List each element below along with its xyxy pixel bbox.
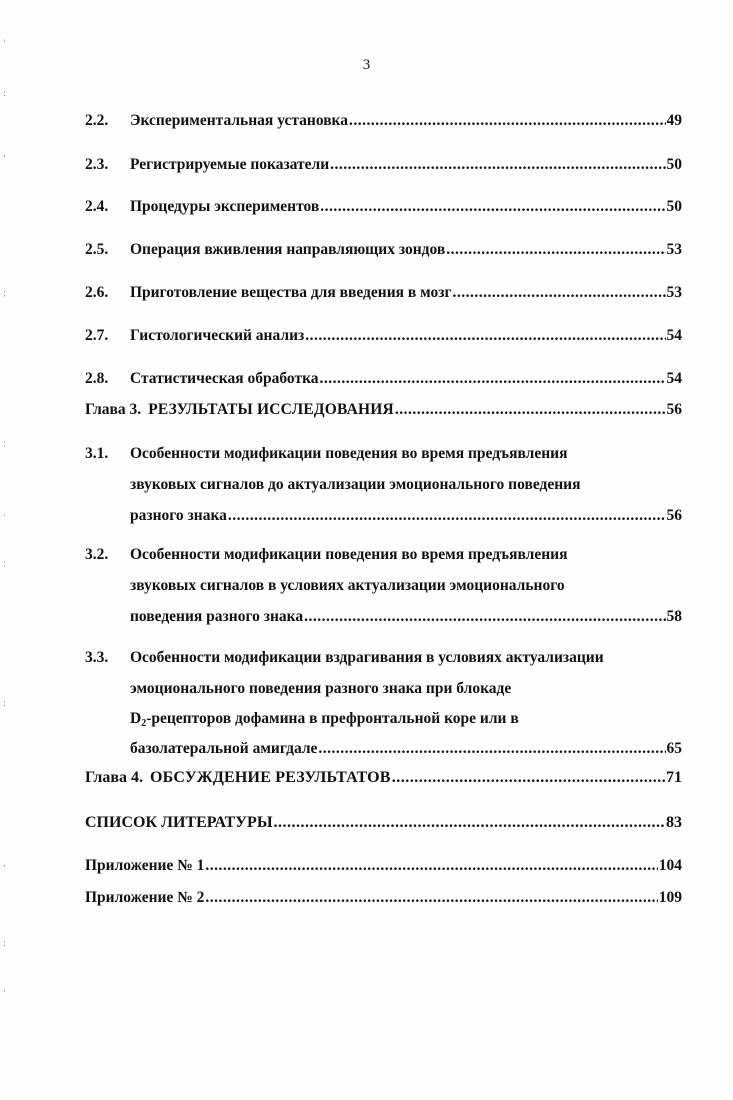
toc-entry-2-8[interactable]: [85, 369, 682, 388]
scan-mark: :: [3, 939, 7, 949]
toc-entry-2-5[interactable]: [85, 240, 682, 259]
dot-leader: [228, 506, 666, 525]
page-number: 3: [362, 57, 371, 73]
dot-leader: [320, 197, 665, 216]
toc-entry-title: Операция вживления направляющих зондов: [130, 241, 446, 258]
toc-entry-page: 65: [666, 740, 682, 757]
scan-mark: :: [3, 439, 7, 449]
toc-entry-title: Гистологический анализ: [130, 327, 305, 344]
toc-entry-title-line: эмоционального поведения разного знака при блокаде: [130, 680, 512, 697]
dot-leader: [274, 813, 665, 832]
dot-leader: [205, 888, 657, 907]
dot-leader: [320, 369, 666, 388]
toc-entry-title: РЕЗУЛЬТАТЫ ИССЛЕДОВАНИЯ: [148, 401, 394, 418]
toc-entry-3-1[interactable]: [85, 444, 682, 524]
d2-subscript: 2: [141, 718, 147, 729]
toc-entry-title: Приложение № 2: [85, 889, 205, 906]
toc-entry-title: ОБСУЖДЕНИЕ РЕЗУЛЬТАТОВ: [150, 769, 391, 786]
toc-entry-title: Процедуры экспериментов: [130, 198, 320, 215]
scan-mark: ,: [3, 859, 6, 869]
toc-entry-page: 58: [666, 608, 682, 625]
toc-entry-title: Приложение № 1: [85, 857, 205, 874]
toc-entry-2-3[interactable]: [85, 155, 682, 174]
toc-entry-page: 56: [666, 401, 682, 418]
toc-entry-page: 104: [658, 857, 682, 874]
dot-leader: [395, 400, 666, 419]
scan-mark: .: [3, 509, 6, 519]
dot-leader: [205, 856, 657, 875]
toc-entry-3-3[interactable]: [85, 648, 682, 757]
scan-mark: :: [3, 559, 7, 569]
dot-leader: [453, 283, 666, 302]
toc-entry-page: 53: [666, 284, 682, 301]
toc-entry-page: 56: [666, 507, 682, 524]
toc-entry-page: 49: [666, 112, 682, 129]
toc-entry-chapter-4[interactable]: [85, 768, 682, 787]
toc-entry-title-line: поведения разного знака: [130, 608, 304, 625]
toc-entry-page: 83: [666, 814, 682, 831]
dot-leader: [349, 111, 665, 130]
toc-entry-number: 2.4.: [85, 198, 109, 215]
toc-entry-page: 54: [666, 327, 682, 344]
toc-entry-title-line: звуковых сигналов в условиях актуализации эмоционального: [130, 577, 565, 594]
dot-leader: [446, 240, 665, 259]
toc-entry-3-2[interactable]: [85, 545, 682, 625]
d2-prefix: D: [130, 710, 142, 727]
dot-leader: [318, 739, 665, 758]
toc-entry-number: 2.3.: [85, 156, 109, 173]
toc-entry-number: 2.6.: [85, 284, 109, 301]
toc-entry-title: Статистическая обработка: [130, 370, 319, 387]
toc-entry-appendix-2[interactable]: [85, 888, 682, 907]
toc-entry-references[interactable]: [85, 813, 682, 832]
toc-entry-number: 3.1.: [85, 445, 109, 462]
toc-entry-2-7[interactable]: [85, 326, 682, 345]
toc-entry-title: Приготовление вещества для введения в мозг: [130, 284, 452, 301]
toc-entry-page: 53: [666, 241, 682, 258]
scan-mark: ,: [3, 149, 6, 159]
toc-entry-number: Глава 4.: [85, 769, 143, 786]
toc-entry-title-line: Особенности модификации поведения во время предъявления: [130, 546, 568, 563]
toc-entry-title-line: $D_2$-рецепторов дофамина в префронтальной коре или в: [130, 710, 519, 729]
toc-entry-number: 3.3.: [85, 649, 109, 666]
toc-entry-appendix-1[interactable]: [85, 856, 682, 875]
scan-mark: ': [3, 39, 6, 49]
toc-entry-page: 54: [666, 370, 682, 387]
toc-entry-2-2[interactable]: [85, 111, 682, 130]
toc-entry-page: 71: [666, 769, 682, 786]
dot-leader: [304, 607, 665, 626]
dot-leader: [330, 155, 665, 174]
toc-entry-title: Регистрируемые показатели: [130, 156, 330, 173]
toc-entry-title-line: Особенности модификации вздрагивания в условиях актуализации: [130, 649, 604, 666]
toc-entry-page: 50: [666, 198, 682, 215]
toc-entry-title-line: базолатеральной амигдале: [130, 740, 318, 757]
dot-leader: [392, 768, 665, 787]
toc-entry-number: 3.2.: [85, 546, 109, 563]
toc-entry-title-line: звуковых сигналов до актуализации эмоционального поведения: [130, 476, 581, 493]
toc-entry-title: СПИСОК ЛИТЕРАТУРЫ: [85, 814, 273, 831]
toc-entry-number: 2.2.: [85, 112, 109, 129]
toc-entry-chapter-3[interactable]: [85, 400, 682, 419]
toc-entry-number: 2.7.: [85, 327, 109, 344]
toc-entry-2-4[interactable]: [85, 197, 682, 216]
toc-entry-page: 50: [666, 156, 682, 173]
dot-leader: [305, 326, 665, 345]
scan-mark: :: [3, 89, 7, 99]
scan-mark: ;: [3, 289, 7, 299]
toc-entry-number: 2.8.: [85, 370, 109, 387]
toc-entry-number: 2.5.: [85, 241, 109, 258]
toc-entry-title: Экспериментальная установка: [130, 112, 349, 129]
scan-mark: ': [3, 989, 6, 999]
toc-entry-title-line: Особенности модификации поведения во время предъявления: [130, 445, 568, 462]
toc-entry-2-6[interactable]: [85, 283, 682, 302]
toc-entry-title-line: разного знака: [130, 507, 227, 524]
toc-entry-number: Глава 3.: [85, 401, 142, 418]
scan-mark: :: [3, 699, 7, 709]
toc-entry-page: 109: [658, 889, 682, 906]
